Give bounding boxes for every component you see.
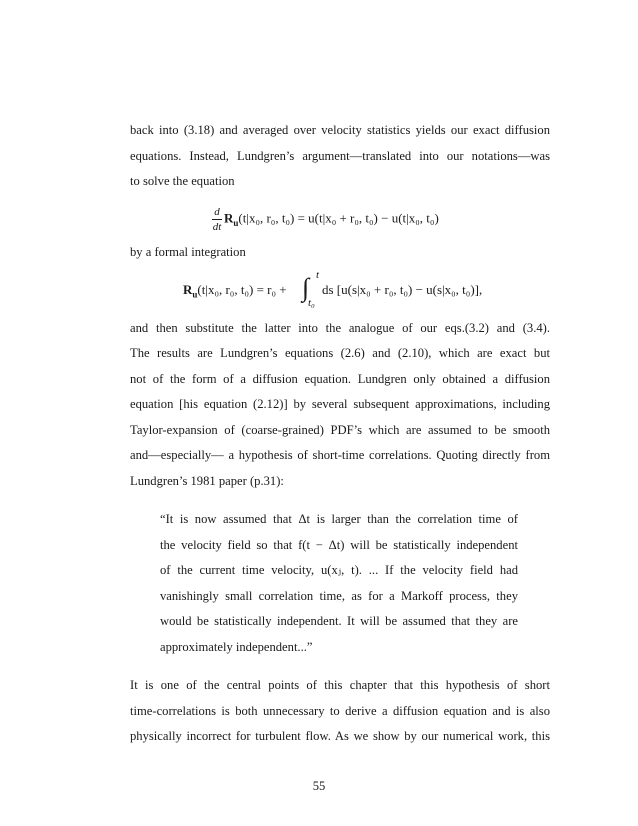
- paragraph-line: Taylor-expansion of (coarse-grained) PDF’s which are assumed to be smooth: [130, 423, 550, 437]
- integral-sign: ∫: [302, 273, 310, 302]
- quote-line: approximately independent...”: [160, 640, 313, 654]
- fraction-bar: [212, 219, 222, 220]
- paragraph-line: and—especially— a hypothesis of short-time correlations. Quoting directly from: [130, 448, 550, 462]
- u-subscript: u: [192, 289, 198, 300]
- integral-lower-limit: t₀: [308, 297, 315, 309]
- fraction-denominator: dt: [212, 221, 222, 233]
- derivative-fraction: [212, 206, 222, 233]
- u-subscript: u: [233, 218, 239, 229]
- R-symbol: R: [183, 282, 193, 297]
- paragraph-line: time-correlations is both unnecessary to derive a diffusion equation and is also: [130, 704, 550, 718]
- equation-2: [183, 282, 287, 303]
- quote-line: vanishingly small correlation time, as for a Markoff process, they: [160, 589, 518, 603]
- integral-upper-limit: t: [316, 269, 320, 281]
- equation-1: [212, 206, 439, 233]
- paragraph-line: equations. Instead, Lundgren’s argument—translated into our notations—was: [130, 149, 550, 163]
- quote-line: would be statistically independent. It will be assumed that they are: [160, 614, 518, 628]
- connector-text: by a formal integration: [130, 245, 246, 259]
- paragraph-line: It is one of the central points of this chapter that this hypothesis of short: [130, 678, 550, 692]
- paragraph-line: back into (3.18) and averaged over velocity statistics yields our exact diffusion: [130, 123, 550, 137]
- quote-line: the velocity field so that f(t − Δt) will be statistically independent: [160, 538, 518, 552]
- paragraph-line: physically incorrect for turbulent flow. As we show by our numerical work, this: [130, 729, 550, 743]
- equation-2-rhs: ds [u(s|x₀ + r₀, t₀) − u(s|x₀, t₀)],: [322, 282, 483, 297]
- paragraph-line: Lundgren’s 1981 paper (p.31):: [130, 474, 284, 488]
- equation-1-rhs: (t|x₀, r₀, t₀) = u(t|x₀ + r₀, t₀) − u(t|x₀, t₀): [238, 210, 439, 226]
- paragraph-line: not of the form of a diffusion equation. Lundgren only obtained a diffusion: [130, 372, 550, 386]
- paragraph-line: and then substitute the latter into the analogue of our eqs.(3.2) and (3.4).: [130, 321, 550, 335]
- paragraph-line: The results are Lundgren’s equations (2.6) and (2.10), which are exact but: [130, 346, 550, 360]
- fraction-numerator: d: [214, 206, 220, 218]
- quote-line: “It is now assumed that Δt is larger than the correlation time of: [160, 512, 518, 526]
- R-symbol: R: [224, 210, 234, 226]
- paragraph-line: to solve the equation: [130, 174, 235, 188]
- quote-line: of the current time velocity, u(xⱼ, t). ... If the velocity field had: [160, 563, 518, 577]
- paragraph-line: equation [his equation (2.12)] by several subsequent approximations, including: [130, 397, 550, 411]
- equation-2-lhs: (t|x₀, r₀, t₀) = r₀ +: [197, 282, 287, 297]
- page-number: 55: [312, 779, 326, 793]
